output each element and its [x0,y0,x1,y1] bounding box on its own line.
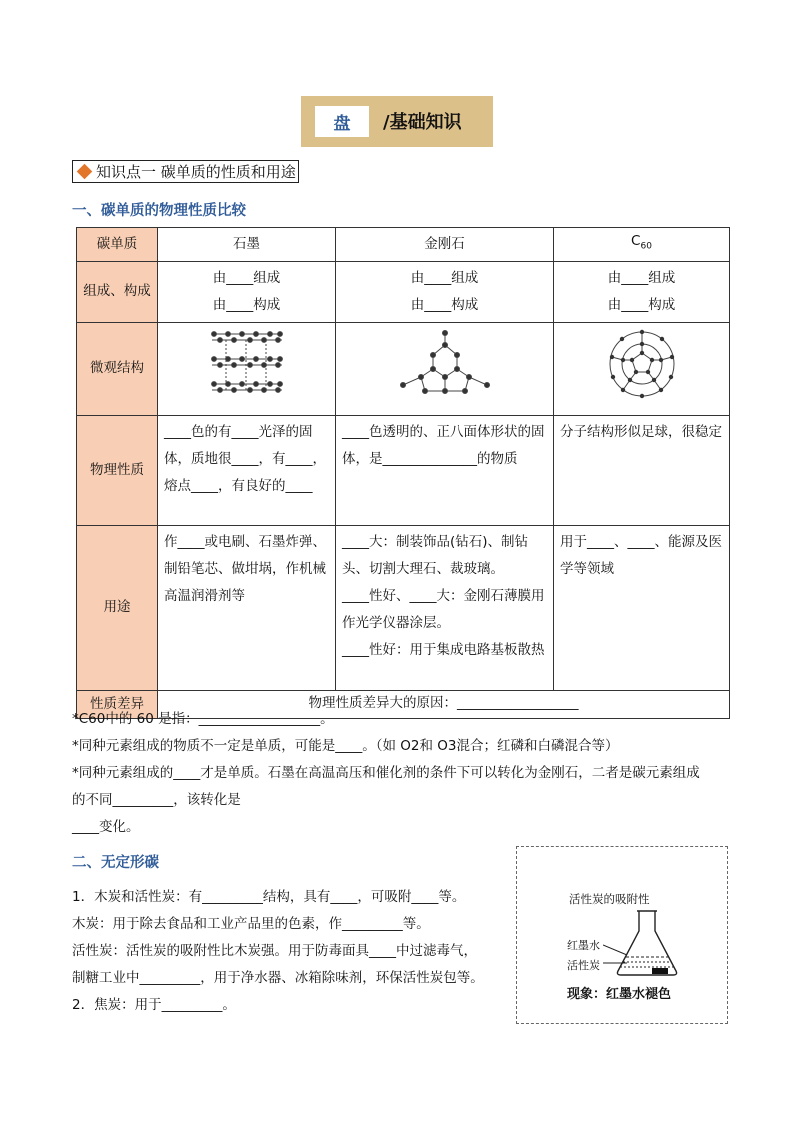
section-2-heading: 二、无定形碳 [72,855,159,871]
notes-block [72,706,732,841]
diamond-use-2: ____性好、____大：金刚石薄膜用作光学仪器涂层。 [342,587,545,631]
adsorption-figure [516,846,728,1024]
row-label-difference: 性质差异 [77,690,158,718]
row-label-composition: 组成、构成 [77,261,158,322]
diamond-bullet-icon [77,164,93,180]
header-cell-diamond: 金刚石 [336,228,554,262]
graphite-structure-diagram [206,326,288,402]
diamond-structure-diagram [395,329,495,399]
graphite-structure-cell [158,322,336,415]
note-change-type: ____变化。 [72,819,140,835]
c60-structure-diagram [605,327,679,401]
knowledge-point-text: 知识点一 碳单质的性质和用途 [96,163,296,181]
amorphous-line-2: 木炭：用于除去食品和工业产品里的色素，作_________等。 [72,916,430,932]
figure-title: 活性炭的吸附性 [569,892,650,906]
header-cell-substance: 碳单质 [77,228,158,262]
composition-line-2: 由____构成 [607,296,676,313]
amorphous-carbon-block [72,884,512,1019]
c60-structure-cell [554,322,730,415]
note-c60-meaning: *C60中的 60 是指：__________________。 [72,711,334,727]
diamond-use-1: ____大：制装饰品(钻石)、制钻头、切割大理石、裁玻璃。 [342,533,529,577]
amorphous-line-3: 活性炭：活性炭的吸附性比木炭强。用于防毒面具____中过滤毒气， [72,943,477,959]
banner-box-label: 盘 [315,106,369,137]
c60-uses: 用于____、____、能源及医学等领域 [554,525,730,690]
composition-line-2: 由____构成 [212,296,281,313]
graphite-uses: 作____或电刷、石墨炸弹、制铅笔芯、做坩埚，作机械高温润滑剂等 [158,525,336,690]
graphite-composition [158,261,336,322]
difference-reason: 物理性质差异大的原因：__________________ [158,690,730,718]
section-1-heading: 一、碳单质的物理性质比较 [72,203,246,219]
header-cell-c60: $C_{60}$ [554,228,730,262]
figure-caption: 现象：红墨水褪色 [567,987,672,1002]
label-activated-carbon: 活性炭 [567,959,600,972]
note-pure-substance: *同种元素组成的____才是单质。石墨在高温高压和催化剂的条件下可以转化为金刚石，二者是碳元素组成 [72,765,700,781]
comparison-table [76,227,730,719]
note-pure-substance-cont: 的不同_________，该转化是 [72,792,241,808]
note-mixture: *同种元素组成的物质不一定是单质，可能是____。（如 O2和 O3混合；红磷和白磷混合等） [72,738,619,754]
amorphous-line-4: 制糖工业中_________，用于净水器、冰箱除味剂，环保活性炭包等。 [72,970,484,986]
composition-line-1: 由____组成 [410,269,479,286]
pointer-lines-icon [603,941,629,965]
section-banner [301,96,493,147]
row-label-uses: 用途 [77,525,158,690]
diamond-composition [336,261,554,322]
label-red-ink: 红墨水 [567,939,600,952]
c60-composition [554,261,730,322]
header-cell-graphite: 石墨 [158,228,336,262]
composition-line-2: 由____构成 [410,296,479,313]
composition-line-1: 由____组成 [212,269,281,286]
banner-title: /基础知识 [383,112,462,133]
diamond-structure-cell [336,322,554,415]
diamond-physical: ____色透明的、正八面体形状的固体，是______________的物质 [336,415,554,525]
row-label-structure: 微观结构 [77,322,158,415]
graphite-physical: ____色的有____光泽的固体，质地很____，有____，熔点____，有良好的____ [158,415,336,525]
amorphous-line-5: 2．焦炭：用于_________。 [72,997,236,1013]
composition-line-1: 由____组成 [607,269,676,286]
diamond-use-3: ____性好：用于集成电路基板散热 [342,641,545,658]
amorphous-line-1: 1．木炭和活性炭：有_________结构，具有____，可吸附____等。 [72,889,466,905]
c60-physical: 分子结构形似足球，很稳定 [554,415,730,525]
diamond-uses [336,525,554,690]
row-label-physical: 物理性质 [77,415,158,525]
knowledge-point-title [72,160,299,183]
